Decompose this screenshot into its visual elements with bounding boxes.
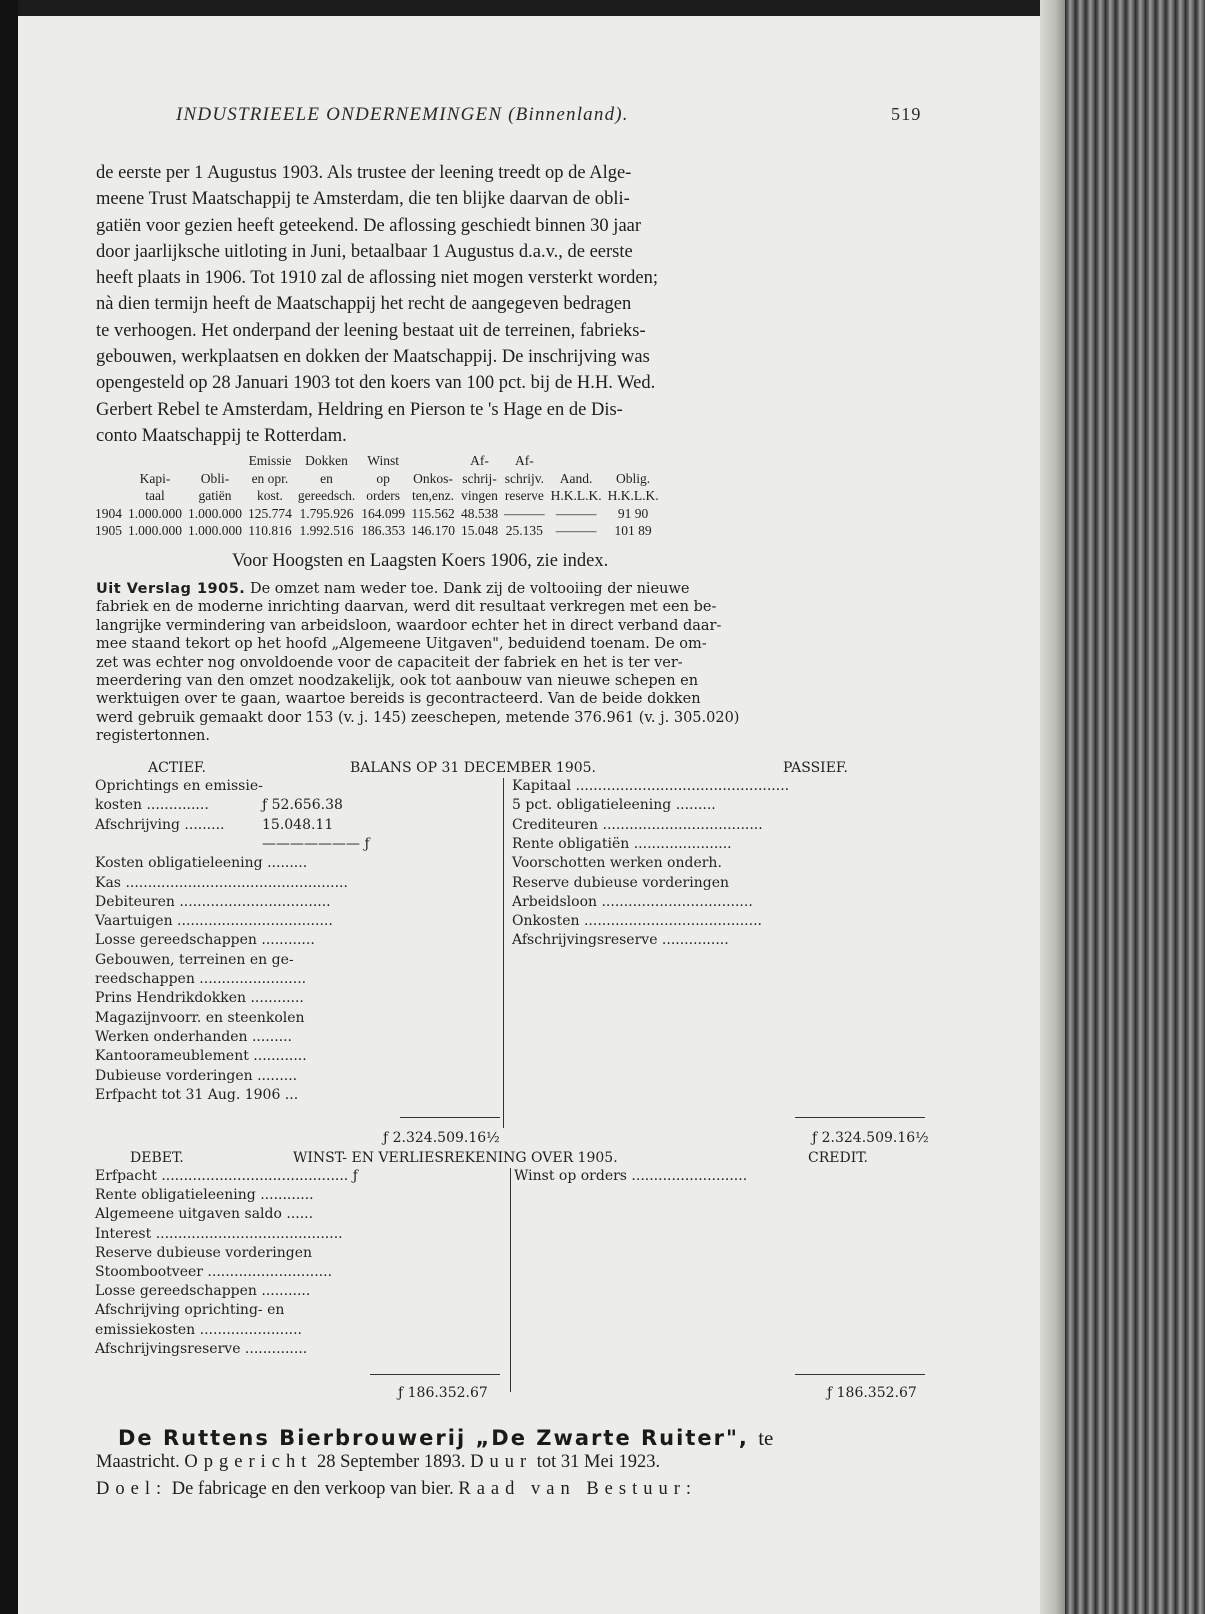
balans-total-left: ƒ 2.324.509.16½ bbox=[383, 1130, 500, 1146]
table-cell: ——— bbox=[555, 523, 597, 538]
scan-top-edge bbox=[0, 0, 1205, 16]
ledger-label: Losse gereedschappen ........... bbox=[95, 1283, 311, 1300]
table-row bbox=[92, 522, 662, 540]
table-cell: 1904 bbox=[95, 505, 122, 521]
next-entry-title-suffix: te bbox=[758, 1426, 774, 1450]
table-row bbox=[92, 505, 662, 523]
ledger-label: Erfpacht .......................................... ƒ bbox=[95, 1168, 358, 1184]
text-span: De fabricage en den verkoop van bier. bbox=[171, 1479, 454, 1499]
ledger-label: 5 pct. obligatieleening ......... bbox=[512, 797, 716, 814]
table-cell: ten,enz. bbox=[412, 488, 455, 503]
table-cell: vingen bbox=[461, 488, 498, 503]
table-cell: 146.170 bbox=[411, 523, 455, 538]
table-cell: Emissie bbox=[248, 453, 292, 468]
text-line: gebouwen, werkplaatsen en dokken der Maatschappij. De inschrijving was bbox=[96, 347, 650, 368]
table-row bbox=[92, 452, 662, 470]
ledger-label: Afschrijving ......... bbox=[95, 816, 225, 833]
ledger-label: Oprichtings en emissie- bbox=[95, 778, 263, 794]
text-line: heeft plaats in 1906. Tot 1910 zal de aflossing niet mogen versterkt worden; bbox=[96, 268, 658, 289]
ledger-label: Reserve dubieuse vorderingen bbox=[95, 1244, 312, 1261]
text-line: de eerste per 1 Augustus 1903. Als trustee der leening treedt op de Alge- bbox=[96, 163, 632, 183]
text-span: Duur bbox=[470, 1452, 533, 1472]
text-line: meerdering van den omzet noodzakelijk, ook tot aanbouw van nieuwe schepen en bbox=[96, 673, 699, 690]
balans-divider bbox=[503, 778, 504, 1128]
text-line: werd gebruik gemaakt door 153 (v. j. 145) zeeschepen, metende 376.961 (v. j. 305.020) bbox=[96, 709, 740, 726]
ledger-label: Voorschotten werken onderh. bbox=[512, 855, 722, 872]
ledger-label: Onkosten ........................................ bbox=[512, 913, 762, 930]
table-cell: kost. bbox=[256, 488, 283, 503]
stats-table bbox=[92, 452, 662, 540]
ledger-subamount: 15.048.11 bbox=[262, 816, 334, 833]
text-span: Doel: bbox=[96, 1479, 168, 1499]
table-cell: orders bbox=[366, 488, 401, 503]
table-cell: Winst bbox=[367, 453, 400, 468]
table-cell: Obli- bbox=[200, 470, 230, 486]
winst-credit-title: CREDIT. bbox=[808, 1150, 868, 1166]
ledger-label: Kosten obligatieleening ......... bbox=[95, 855, 308, 872]
text-line: Gerbert Rebel te Amsterdam, Heldring en Pierson te 's Hage en de Dis- bbox=[96, 399, 623, 420]
table-cell: Onkos- bbox=[413, 470, 453, 486]
intro-paragraph bbox=[96, 160, 924, 449]
ledger-label: Erfpacht tot 31 Aug. 1906 ... bbox=[95, 1086, 299, 1103]
table-cell: 91 90 bbox=[617, 505, 649, 521]
table-cell: 15.048 bbox=[460, 523, 499, 538]
ledger-label: Afschrijving oprichting- en bbox=[95, 1302, 285, 1319]
text-line: nà dien termijn heeft de Maatschappij het recht de aangegeven bedragen bbox=[96, 294, 632, 315]
ledger-label: emissiekosten ....................... bbox=[95, 1321, 302, 1338]
text-span: tot 31 Mei 1923. bbox=[536, 1452, 661, 1472]
ledger-label: Kantoorameublement ............ bbox=[95, 1048, 307, 1065]
table-cell: gatiën bbox=[198, 488, 232, 503]
header-title: INDUSTRIEELE ONDERNEMINGEN (Binnenland). bbox=[176, 104, 629, 125]
text-line: registertonnen. bbox=[96, 728, 210, 745]
table-cell: 1.000.000 bbox=[128, 505, 182, 521]
table-cell: Dokken bbox=[305, 453, 348, 468]
table-cell: op bbox=[376, 470, 390, 486]
table-cell: 1.000.000 bbox=[188, 523, 242, 538]
text-line: opengesteld op 28 Januari 1903 tot den koers van 100 pct. bij de H.H. Wed. bbox=[96, 373, 656, 394]
ledger-label: Crediteuren .................................... bbox=[512, 816, 763, 833]
next-entry-title bbox=[118, 1426, 773, 1451]
ledger-label: Afschrijvingsreserve .............. bbox=[95, 1340, 308, 1357]
text-span: Raad van Bestuur: bbox=[458, 1479, 698, 1499]
winst-total-rule-right bbox=[795, 1374, 925, 1375]
balans-total-rule-right bbox=[795, 1117, 925, 1118]
balans-passief-title: PASSIEF. bbox=[783, 760, 848, 776]
next-entry-line-1 bbox=[96, 1452, 936, 1473]
text-line: langrijke vermindering van arbeidsloon, waardoor echter het in direct verband daar- bbox=[96, 617, 722, 634]
ledger-label: reedschappen ........................ bbox=[95, 971, 307, 987]
ledger-label: Vaartuigen ................................... bbox=[95, 913, 333, 930]
table-cell: ——— bbox=[504, 505, 545, 521]
table-cell bbox=[92, 487, 125, 505]
ledger-label: Kapitaal ................................................ bbox=[512, 778, 790, 794]
text-line: gatiën voor gezien heeft geteekend. De aflossing geschiedt binnen 30 jaar bbox=[96, 215, 642, 236]
table-cell: H.K.L.K. bbox=[607, 488, 659, 503]
ledger-label: kosten .............. bbox=[95, 797, 209, 814]
text-span: Opgericht bbox=[184, 1452, 313, 1472]
ledger-label: Stoombootveer ............................ bbox=[95, 1264, 333, 1280]
ledger-subamount: ƒ 52.656.38 bbox=[262, 797, 343, 814]
ledger-label: Prins Hendrikdokken ............ bbox=[95, 990, 304, 1007]
table-cell: reserve bbox=[504, 488, 544, 503]
table-cell: 1.795.926 bbox=[299, 505, 354, 521]
running-header bbox=[176, 104, 926, 126]
ledger-label: Arbeidsloon .................................. bbox=[512, 893, 753, 910]
table-cell: 101 89 bbox=[614, 523, 652, 538]
balans-total-rule-left bbox=[400, 1117, 500, 1118]
table-cell: 110.816 bbox=[248, 523, 292, 538]
table-cell: 186.353 bbox=[361, 523, 406, 538]
table-cell: 125.774 bbox=[248, 505, 292, 521]
text-line: meene Trust Maatschappij te Amsterdam, die ten blijke daarvan de obli- bbox=[96, 189, 630, 210]
table-cell: Af- bbox=[514, 453, 534, 468]
ledger-label: Kas .................................................. bbox=[95, 874, 348, 891]
table-cell: ——— bbox=[555, 505, 597, 521]
text-line: conto Maatschappij te Rotterdam. bbox=[96, 425, 347, 446]
table-cell: 25.135 bbox=[505, 523, 543, 538]
balans-actief-title: ACTIEF. bbox=[148, 760, 206, 776]
table-cell: schrij- bbox=[462, 470, 497, 486]
verslag-label: Uit Verslag 1905. bbox=[96, 581, 246, 597]
table-cell bbox=[92, 470, 125, 488]
table-cell: en bbox=[320, 470, 333, 486]
table-cell bbox=[548, 452, 605, 470]
ledger-label: Rente obligatiën ...................... bbox=[512, 835, 732, 852]
ledger-label: Debiteuren .................................. bbox=[95, 893, 331, 910]
next-entry-line-2 bbox=[96, 1479, 936, 1500]
scan-left-edge bbox=[0, 0, 18, 1614]
text-span: Maastricht. bbox=[96, 1452, 180, 1472]
ledger-label: Magazijnvoorr. en steenkolen bbox=[95, 1009, 305, 1026]
ledger-label: Rente obligatieleening ............ bbox=[95, 1187, 314, 1204]
text-line: De omzet nam weder toe. Dank zij de voltooiing der nieuwe bbox=[249, 581, 690, 597]
winst-total-left: ƒ 186.352.67 bbox=[398, 1385, 488, 1401]
winst-total-right: ƒ 186.352.67 bbox=[827, 1385, 917, 1401]
ledger-subamount: ——————— ƒ bbox=[262, 835, 370, 852]
book-page-edges bbox=[1065, 0, 1205, 1614]
text-line: door jaarlijksche uitloting in Juni, betaalbaar 1 Augustus d.a.v., de eerste bbox=[96, 241, 633, 262]
ledger-label: Winst op orders .......................... bbox=[514, 1168, 748, 1184]
winst-total-rule-left bbox=[370, 1374, 500, 1375]
table-cell: 164.099 bbox=[361, 505, 406, 521]
table-cell: 115.562 bbox=[411, 505, 455, 521]
winst-debet-title: DEBET. bbox=[130, 1150, 184, 1166]
table-cell: Af- bbox=[470, 453, 489, 468]
ledger-label: Losse gereedschappen ............ bbox=[95, 932, 315, 949]
table-cell: H.K.L.K. bbox=[550, 488, 602, 503]
ledger-label: Interest .......................................... bbox=[95, 1225, 343, 1242]
table-cell bbox=[92, 452, 125, 470]
ledger-label: Gebouwen, terreinen en ge- bbox=[95, 951, 294, 968]
text-line: te verhoogen. Het onderpand der leening bestaat uit de terreinen, fabrieks- bbox=[96, 320, 646, 341]
table-cell: schrijv. bbox=[504, 470, 544, 486]
text-line: mee staand tekort op het hoofd „Algemeene Uitgaven", beduidend toenam. De om- bbox=[96, 636, 707, 653]
table-cell bbox=[185, 452, 245, 470]
table-cell: taal bbox=[145, 488, 165, 503]
next-entry-title-text: De Ruttens Bierbrouwerij „De Zwarte Ruiter", bbox=[118, 1426, 749, 1450]
table-cell: 1.992.516 bbox=[299, 523, 354, 538]
table-cell: 48.538 bbox=[460, 505, 499, 521]
ledger-label: Dubieuse vorderingen ......... bbox=[95, 1067, 298, 1084]
table-cell: Kapi- bbox=[139, 470, 171, 486]
text-line: werktuigen over te gaan, waartoe bereids is gecontracteerd. Van de beide dokken bbox=[96, 691, 701, 708]
ledger-label: Afschrijvingsreserve ............... bbox=[512, 932, 729, 949]
ledger-label: Reserve dubieuse vorderingen bbox=[512, 874, 729, 891]
ledger-label: Werken onderhanden ......... bbox=[95, 1028, 292, 1045]
text-line: zet was echter nog onvoldoende voor de capaciteit der fabriek en het is ter ver- bbox=[96, 654, 683, 671]
text-span: 28 September 1893. bbox=[316, 1452, 466, 1472]
table-row bbox=[92, 487, 662, 505]
ledger-label: Algemeene uitgaven saldo ...... bbox=[95, 1206, 314, 1223]
table-cell bbox=[605, 452, 662, 470]
balans-total-right: ƒ 2.324.509.16½ bbox=[812, 1130, 929, 1146]
table-cell: gereedsch. bbox=[297, 488, 356, 503]
winst-title: WINST- EN VERLIESREKENING OVER 1905. bbox=[293, 1150, 618, 1166]
balans-title: BALANS OP 31 DECEMBER 1905. bbox=[350, 760, 596, 776]
winst-divider bbox=[510, 1168, 511, 1392]
table-cell: Aand. bbox=[559, 470, 593, 486]
verslag-paragraph bbox=[96, 580, 924, 746]
table-cell bbox=[125, 452, 185, 470]
table-row bbox=[92, 470, 662, 488]
table-cell: 1.000.000 bbox=[188, 505, 242, 521]
table-cell: Oblig. bbox=[616, 470, 651, 486]
table-cell: en opr. bbox=[251, 470, 289, 486]
page-number: 519 bbox=[891, 104, 922, 124]
table-cell bbox=[408, 452, 458, 470]
table-cell: 1.000.000 bbox=[128, 523, 182, 538]
stats-footnote: Voor Hoogsten en Laagsten Koers 1906, zie index. bbox=[232, 551, 609, 571]
page-curl-shadow bbox=[1040, 0, 1066, 1614]
table-cell: 1905 bbox=[95, 523, 122, 538]
text-line: fabriek en de moderne inrichting daarvan, werd dit resultaat verkregen met een be- bbox=[96, 599, 717, 616]
